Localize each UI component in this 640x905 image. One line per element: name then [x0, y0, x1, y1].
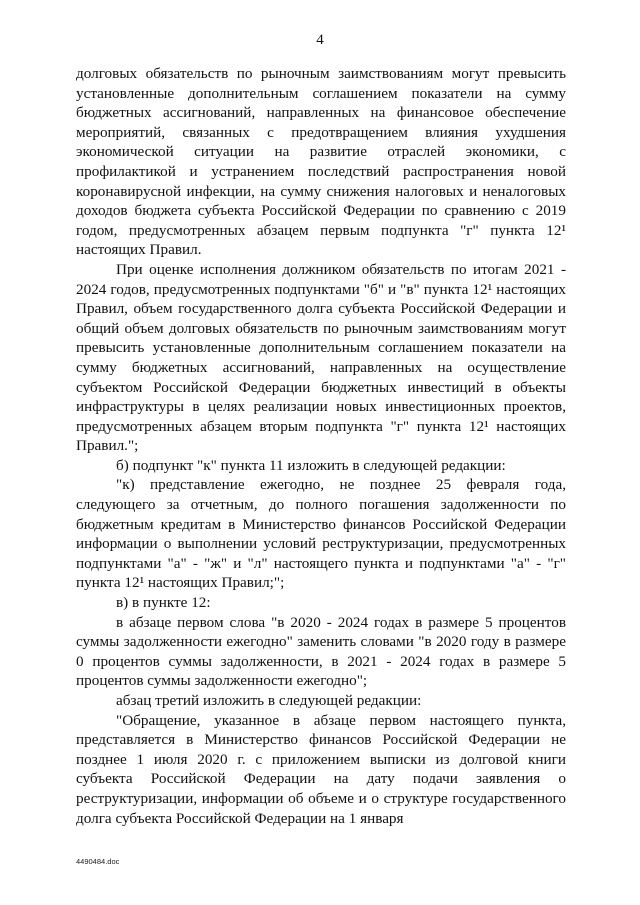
paragraph: "к) представление ежегодно, не позднее 25 февраля года, следующего за отчетным, до полного погашения задолженности по бюджетным кредитам в Министерство финансов Российской Федерации информации о выполнении условий реструктуризации, предусмотренных подпунктами "а" - "ж" и "л" настоящего пункта и подпунктами "а" - "г" пункта 12¹ настоящих Правил;"; [76, 476, 566, 592]
paragraph: в абзаце первом слова "в 2020 - 2024 годах в размере 5 процентов суммы задолженности ежегодно" заменить словами "в 2020 году в размере 0 процентов суммы задолженности, в 2021 - 2024 годах в размере 5 процентов суммы задолженности ежегодно"; [76, 613, 566, 690]
paragraph: б) подпункт "к" пункта 11 изложить в следующей редакции: [116, 456, 506, 474]
paragraph: При оценке исполнения должником обязательств по итогам 2021 - 2024 годов, предусмотренных подпунктами "б" и "в" пункта 12¹ настоящих Правил, объем государственного долга субъекта Российской Федерации и общий объем долговых обязательств по рыночным заимствованиям могут превысить установленные дополнительным соглашением показатели на сумму бюджетных ассигнований, направленных на осуществление субъектом Российской Федерации бюджетных инвестиций в объекты инфраструктуры в целях реализации новых инвестиционных проектов, предусмотренных абзацем вторым подпункта "г" пункта 12¹ настоящих Правил."; [76, 260, 566, 455]
paragraph: абзац третий изложить в следующей редакции: [116, 692, 422, 709]
footer-file-code: 4490484.doc [76, 857, 120, 866]
paragraph: "Обращение, указанное в абзаце первом настоящего пункта, представляется в Министерство финансов Российской Федерации не позднее 1 июля 2020 г. с приложением выписки из долговой книги субъекта Российской Федерации на дату подачи заявления о реструктуризации, информации об объеме и о структуре государственного долга субъекта Российской Федерации на 1 января [76, 711, 566, 827]
paragraph: в) в пункте 12: [116, 594, 211, 612]
paragraph: долговых обязательств по рыночным заимствованиям могут превысить установленные дополнительным соглашением показатели на сумму бюджетных ассигнований, направленных на финансовое обеспечение мероприятий, связанных с предотвращением влияния ухудшения экономической ситуации на развитие отраслей экономики, с профилактикой и устранением последствий распространения новой коронавирусной инфекции, на сумму снижения налоговых и неналоговых доходов бюджета субъекта Российской Федерации по сравнению с 2019 годом, предусмотренных абзацем первым подпункта "г" пункта 12¹ настоящих Правил. [76, 65, 566, 259]
page-number: 4 [316, 32, 324, 48]
document-body [76, 64, 566, 828]
